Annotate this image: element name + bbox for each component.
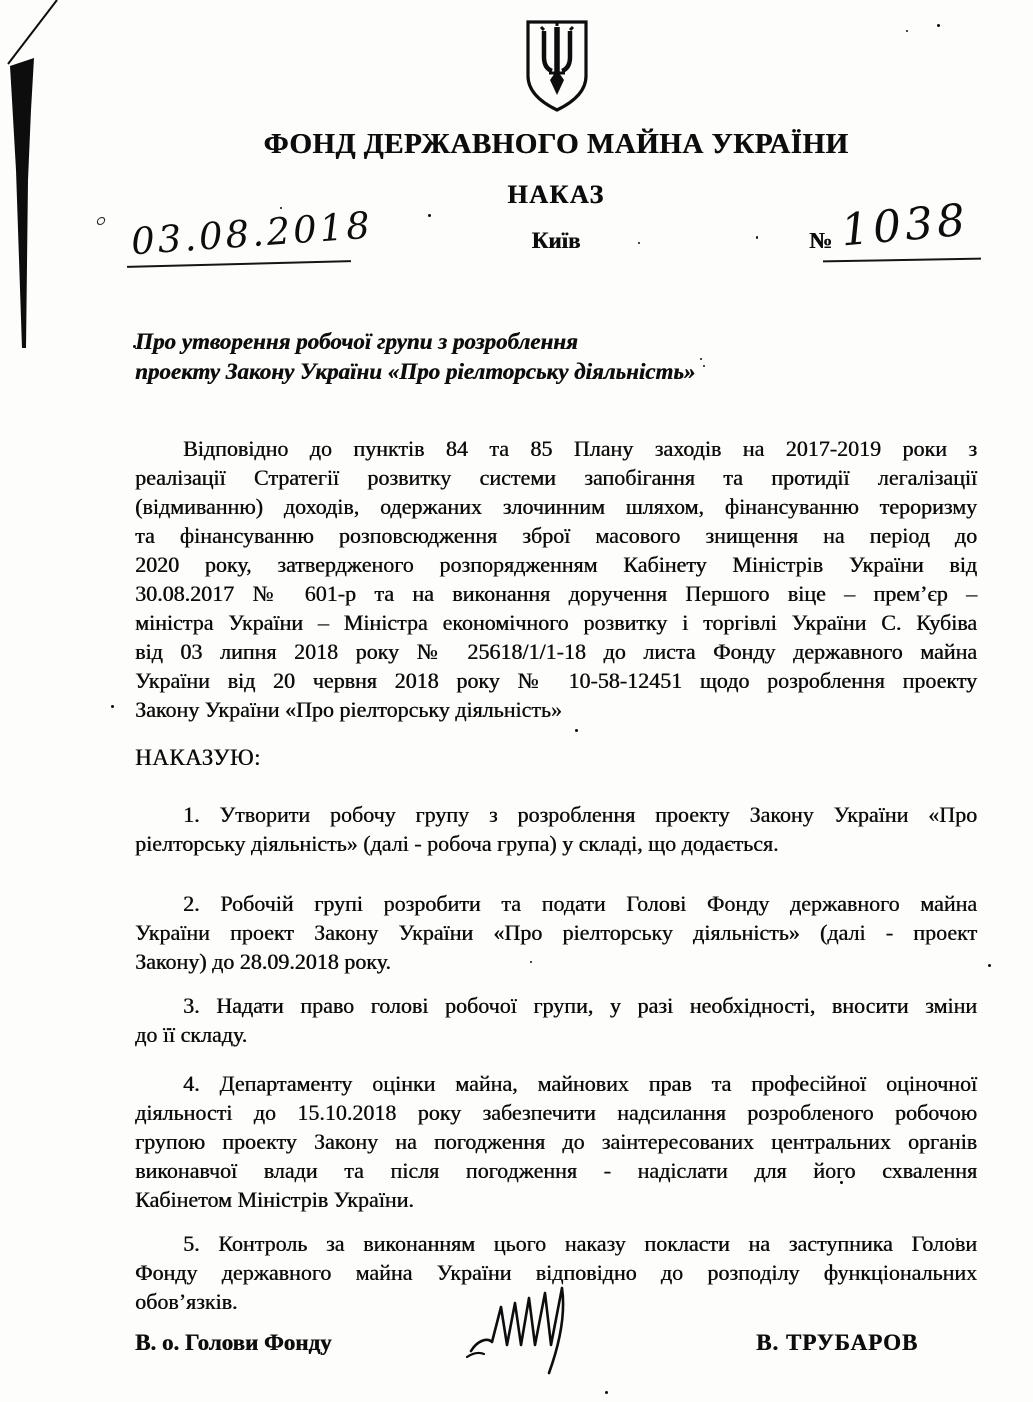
preamble-line: 2020 року, затвердженого розпорядженням Кабінету Міністрів України від — [135, 552, 977, 577]
order-item-line: 1. Утворити робочу групу з розроблення проекту Закону України «Про — [183, 802, 977, 827]
preamble-line: від 03 липня 2018 року № 25618/1/1-18 до листа Фонду державного майна — [135, 639, 977, 664]
order-item-line: групою проекту Закону на погодження до заінтересованих центральних органів — [135, 1129, 977, 1154]
order-item-line: Фонду державного майна України відповідно до розподілу функціональних — [135, 1260, 977, 1285]
preamble-line: Відповідно до пунктів 84 та 85 Плану заходів на 2017-2019 роки з — [183, 436, 977, 461]
subject-line: Про утворення робочої групи з розроблення — [135, 329, 578, 354]
order-item-line: Закону) до 28.09.2018 року. — [135, 949, 391, 974]
signatory-name: В. ТРУБАРОВ — [756, 1330, 919, 1355]
preamble-line: реалізації Стратегії розвитку системи запобігання та протидії легалізації — [135, 465, 977, 490]
signatory-position: В. о. Голови Фонду — [135, 1330, 332, 1355]
preamble-line: 30.08.2017 № 601-р та на виконання доручення Першого віце – прем’єр – — [135, 581, 977, 606]
org-name: ФОНД ДЕРЖАВНОГО МАЙНА УКРАЇНИ — [263, 128, 849, 160]
subject-line: проекту Закону України «Про ріелторську діяльність» — [135, 359, 696, 384]
order-item-line: 3. Надати право голові робочої групи, у разі необхідності, вносити зміни — [183, 993, 977, 1018]
city-label: Київ — [531, 228, 581, 253]
preamble-paragraph — [135, 434, 977, 724]
doc-type-title: НАКАЗ — [507, 180, 605, 209]
handwritten-signature — [465, 1281, 635, 1381]
preamble-line: міністра України – Міністра економічного розвитку і торгівлі України С. Кубіва — [135, 610, 977, 635]
order-item-2 — [135, 889, 977, 976]
preamble-line: Закону України «Про ріелторську діяльність» — [135, 697, 562, 722]
order-item-line: діяльності до 15.10.2018 року забезпечити надсилання розробленого робочою — [135, 1100, 977, 1125]
scan-dot — [111, 705, 114, 708]
order-item-4 — [135, 1069, 977, 1214]
handwritten-number: 1038 — [839, 194, 971, 257]
preamble-line: та фінансуванню розповсюдження зброї масового знищення на період до — [135, 523, 977, 548]
ukraine-trident-emblem-icon — [524, 18, 590, 114]
order-item-line: обов’язків. — [135, 1289, 238, 1314]
order-item-line: 2. Робочій групі розробити та подати Голові Фонду державного майна — [183, 891, 977, 916]
scan-dot — [988, 964, 991, 967]
number-underline — [823, 258, 981, 263]
subject-block — [135, 327, 695, 387]
order-item-1 — [135, 800, 977, 858]
order-item-line: до її складу. — [135, 1022, 248, 1047]
order-heading: НАКАЗУЮ: — [135, 745, 261, 770]
order-item-3 — [135, 991, 977, 1049]
order-item-line: 5. Контроль за виконанням цього наказу покласти на заступника Голови — [183, 1231, 977, 1256]
number-sign: № — [809, 228, 833, 253]
order-item-line: виконавчої влади та після погодження - надіслати для його схвалення — [135, 1158, 977, 1183]
document-content-column — [129, 0, 977, 1402]
order-item-line: Кабінетом Міністрів України. — [135, 1187, 414, 1212]
order-item-line: ріелторську діяльність» (далі - робоча група) у складі, що додається. — [135, 831, 779, 856]
scan-ring-mark — [96, 217, 106, 225]
preamble-line: (відмиванню) доходів, одержаних злочинним шляхом, фінансуванню тероризму — [135, 494, 977, 519]
scan-edge-artifact — [0, 0, 80, 350]
handwritten-date: 03.08.2018 — [129, 203, 375, 264]
order-item-line: 4. Департаменту оцінки майна, майнових прав та професійної оціночної — [183, 1071, 977, 1096]
preamble-line: України від 20 червня 2018 року № 10-58-12451 щодо розроблення проекту — [135, 668, 977, 693]
order-item-line: України проект Закону України «Про ріелторську діяльність» (далі - проект — [135, 920, 977, 945]
